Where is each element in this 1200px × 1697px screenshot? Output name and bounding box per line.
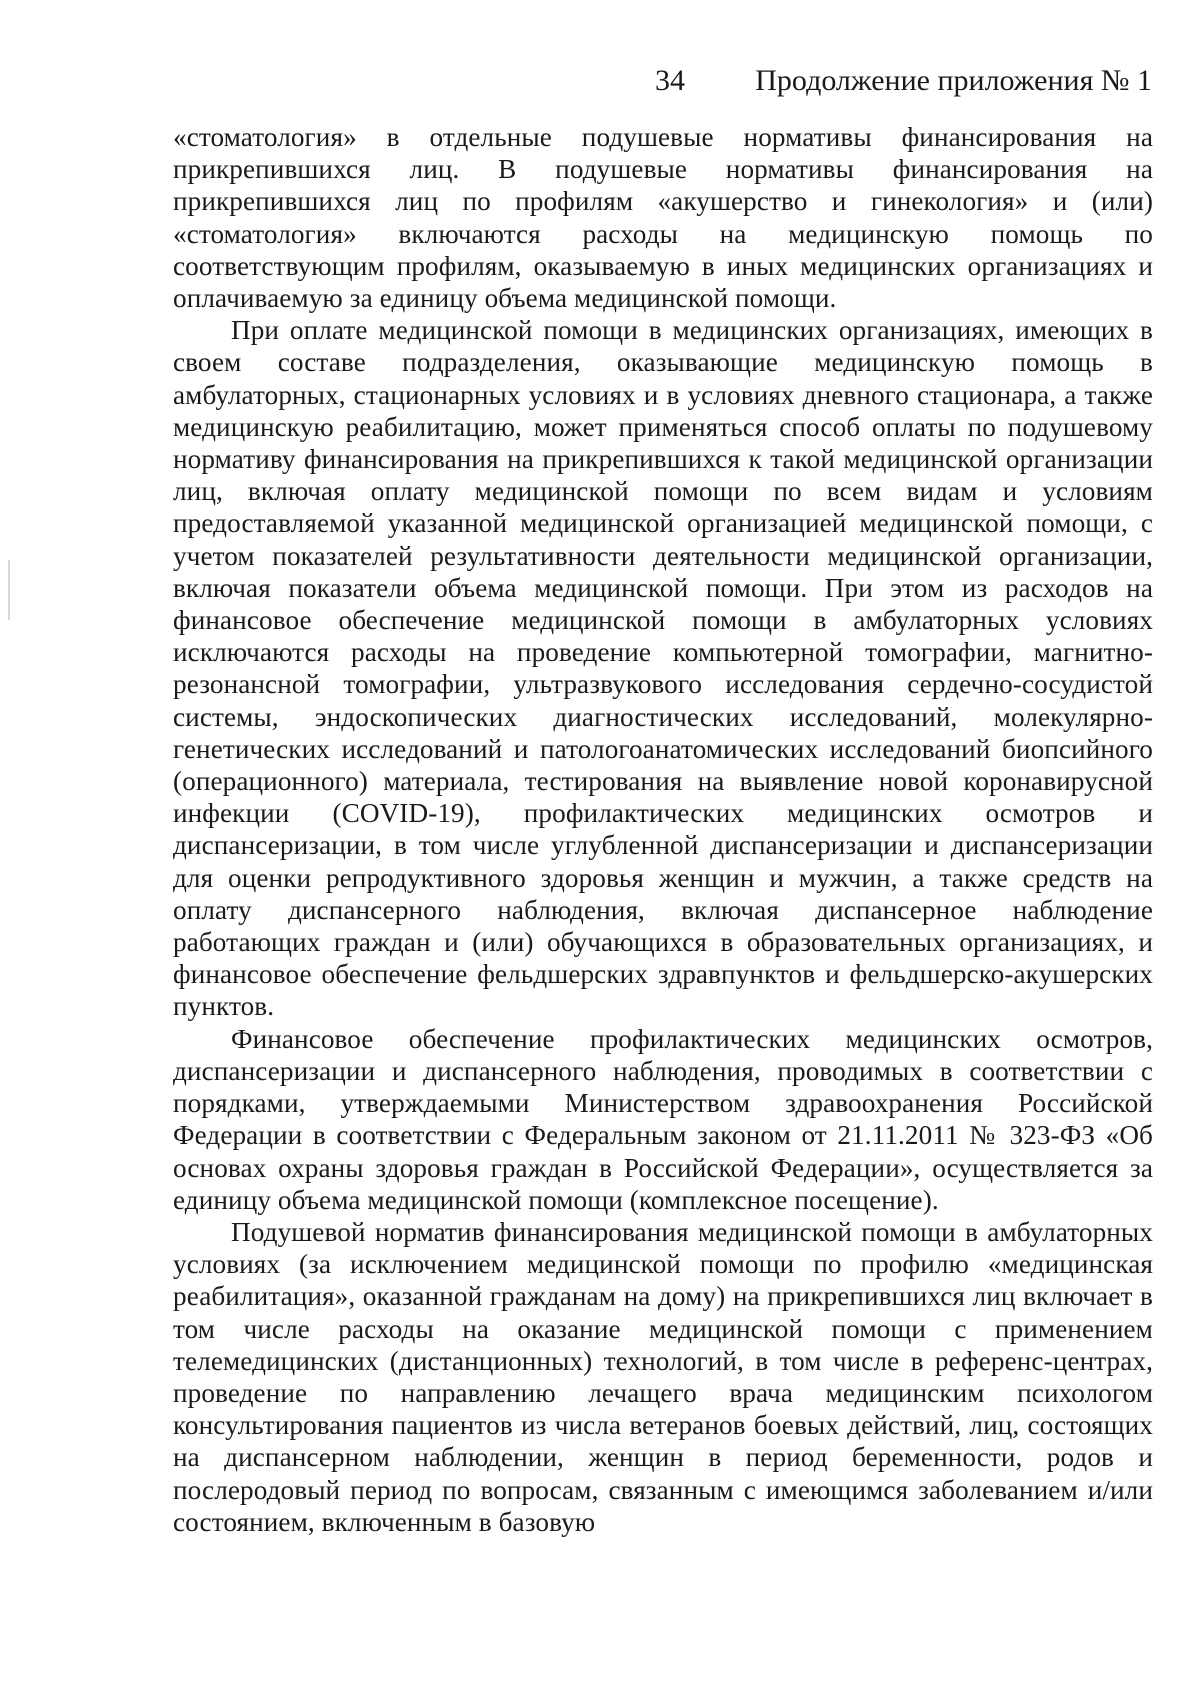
document-body	[173, 121, 1153, 1538]
scan-edge-mark	[8, 560, 10, 620]
paragraph-preventive-financing: Финансовое обеспечение профилактических медицинских осмотров, диспансеризации и диспансерного наблюдения, проводимых в соответствии с порядками, утверждаемыми Министерством здравоохранения Российской Федерации в соответствии с Федеральным законом от 21.11.2011 № 323-ФЗ «Об основах охраны здоровья граждан в Российской Федерации», осуществляется за единицу объема медицинской помощи (комплексное посещение).	[173, 1023, 1153, 1215]
paragraph-per-capita-standard: Подушевой норматив финансирования медицинской помощи в амбулаторных условиях (за исключением медицинской помощи по профилю «медицинская реабилитация», оказанной гражданам на дому) на прикрепившихся лиц включает в том числе расходы на оказание медицинской помощи с применением телемедицинских (дистанционных) технологий, в том числе в референс-центрах, проведение по направлению лечащего врача медицинским психологом консультирования пациентов из числа ветеранов боевых действий, лиц, состоящих на диспансерном наблюдении, женщин в период беременности, родов и послеродовый период по вопросам, связанным с имеющимся заболеванием и/или состоянием, включенным в базовую	[173, 1216, 1153, 1537]
page-header	[0, 64, 1200, 104]
page-number: 34	[655, 64, 685, 97]
paragraph-continued: «стоматология» в отдельные подушевые нормативы финансирования на прикрепившихся лиц. В подушевые нормативы финансирования на прикрепившихся лиц по профилям «акушерство и гинекология» и (или) «стоматология» включаются расходы на медицинскую помощь по соответствующим профилям, оказываемую в иных медицинских организациях и оплачиваемую за единицу объема медицинской помощи.	[173, 122, 1153, 314]
appendix-continuation-label: Продолжение приложения № 1	[755, 64, 1152, 97]
paragraph-payment-method: При оплате медицинской помощи в медицинских организациях, имеющих в своем составе подразделения, оказывающие медицинскую помощь в амбулаторных, стационарных условиях и в условиях дневного стационара, а также медицинскую реабилитацию, может применяться способ оплаты по подушевому нормативу финансирования на прикрепившихся к такой медицинской организации лиц, включая оплату медицинской помощи по всем видам и условиям предоставляемой указанной медицинской организацией медицинской помощи, с учетом показателей результативности деятельности медицинской организации, включая показатели объема медицинской помощи. При этом из расходов на финансовое обеспечение медицинской помощи в амбулаторных условиях исключаются расходы на проведение компьютерной томографии, магнитно-резонансной томографии, ультразвукового исследования сердечно-сосудистой системы, эндоскопических диагностических исследований, молекулярно-генетических исследований и патологоанатомических исследований биопсийного (операционного) материала, тестирования на выявление новой коронавирусной инфекции (COVID-19), профилактических медицинских осмотров и диспансеризации, в том числе углубленной диспансеризации и диспансеризации для оценки репродуктивного здоровья женщин и мужчин, а также средств на оплату диспансерного наблюдения, включая диспансерное наблюдение работающих граждан и (или) обучающихся в образовательных организациях, и финансовое обеспечение фельдшерских здравпунктов и фельдшерско-акушерских пунктов.	[173, 315, 1153, 1022]
